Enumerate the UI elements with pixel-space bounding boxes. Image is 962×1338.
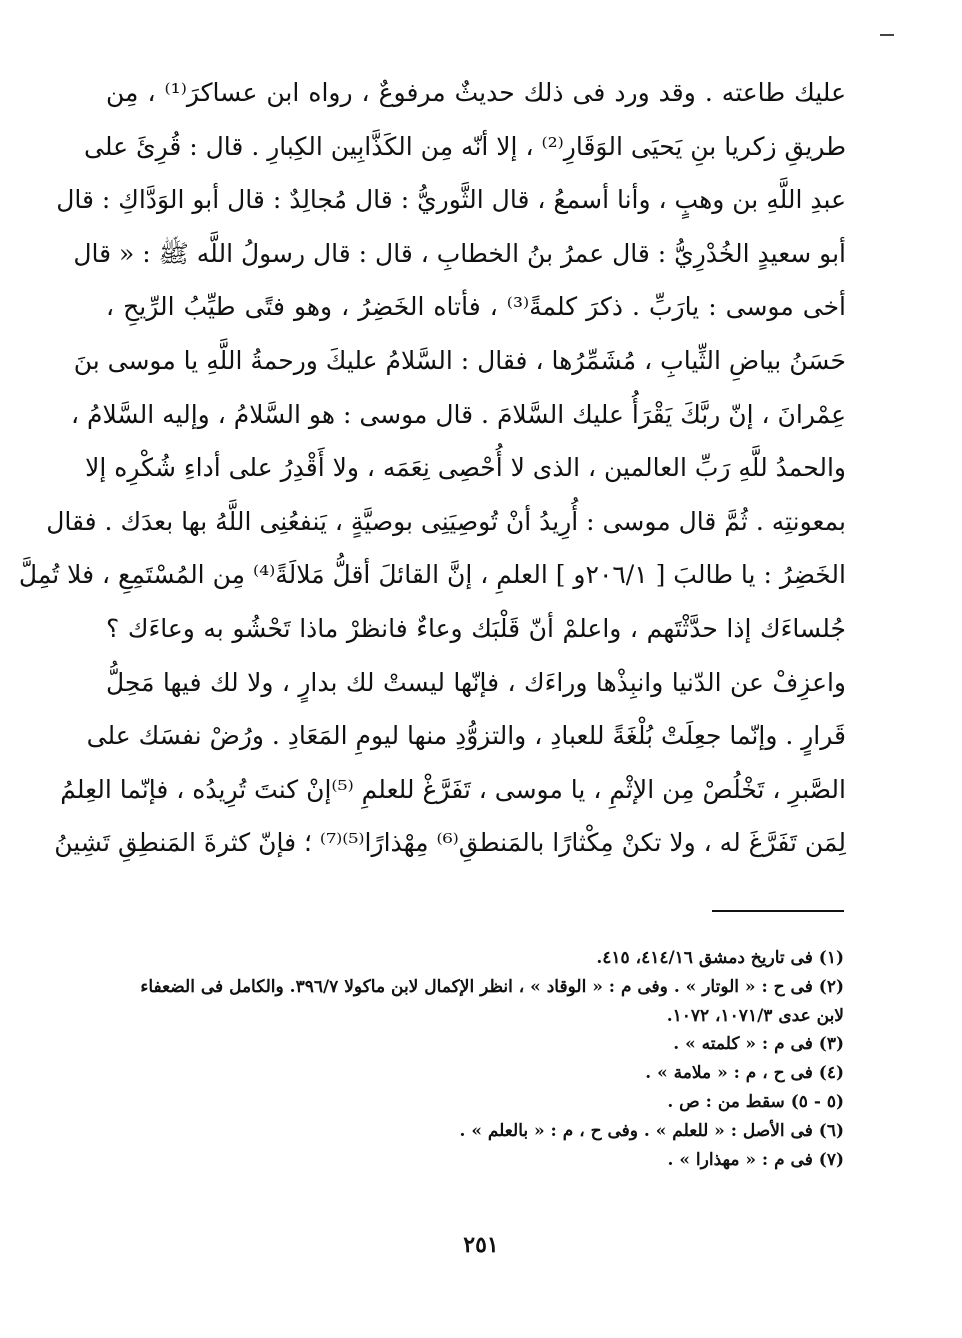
footnote: (٤) فى ح ، م : « ملامة » . [645, 1063, 844, 1084]
footnote: (٦) فى الأصل : « للعلم » . وفى ح ، م : « بالعلم » . [459, 1120, 844, 1141]
text-line: الصَّبرِ ، تَخْلُصْ مِن الإثْمِ ، يا موسى ، تَفَرَّغْ للعلمِ ⁽⁵⁾إنْ كنتَ تُرِيدُه ، فإنّما العِلمُ [60, 774, 846, 804]
main-text [18, 66, 846, 870]
footnote: (٥ - ٥) سقط من : ص . [667, 1091, 844, 1112]
text-line: والحمدُ للَّهِ رَبِّ العالمين ، الذى لا أُحْصِى نِعَمَه ، ولا أَقْدِرُ على أداءِ شُكْرِه إلا [85, 453, 846, 483]
footnote: (١) فى تاريخ دمشق ٤١٤/١٦، ٤١٥. [596, 948, 844, 968]
footnote: (٢) فى ح : « الوتار » . وفى م : « الوقاد » ، انظر الإكمال لابن ماكولا ٣٩٦/٧. والكامل فى الضعفاء [140, 976, 844, 997]
text-line: عليك طاعته . وقد ورد فى ذلك حديثٌ مرفوعٌ ، رواه ابن عساكرَ⁽¹⁾ ، مِن [106, 78, 846, 107]
text-line: أخى موسى : يارَبِّ . ذكرَ كلمةً⁽³⁾ ، فأتاه الخَضِرُ ، وهو فتًى طيِّبُ الرِّيحِ ، [106, 292, 846, 322]
text-line: جُلساءَك إذا حدَّثْتَهم ، واعلمْ أنّ قَلْبَك وعاءٌ فانظرْ ماذا تَحْشُو به وعاءَك ؟ [106, 613, 846, 643]
text-line: لِمَن تَفَرَّغَ له ، ولا تكنْ مِكْثارًا بالمَنطقِ⁽⁶⁾ مِهْذارًا⁽⁵⁾⁽⁷⁾ ؛ فإنّ كثرةَ المَنطِقِ تَشِينُ [54, 828, 846, 858]
text-line: بمعونتِه . ثُمَّ قال موسى : أُرِيدُ أنْ تُوصِيَنِى بوصيَّةٍ ، يَنفعُنِى اللَّهُ بها بعدَك . فقال [46, 506, 846, 536]
footnote: (٧) فى م : « مهذارا » . [667, 1149, 844, 1170]
text-line: أبو سعيدٍ الخُدْرِيُّ : قال عمرُ بنُ الخطابِ ، قال : قال رسولُ اللَّه ﷺ : « قال [73, 238, 846, 268]
scan-mark [880, 34, 894, 36]
text-line: واعزِفْ عن الدّنيا وانبِذْها وراءَك ، فإنّها ليستْ لك بدارٍ ، ولا لك فيها مَحِلُّ [106, 667, 846, 697]
text-line: قَرارٍ . وإنّما جعِلَتْ بُلْغَةً للعبادِ ، والتزوُّدِ منها ليومِ المَعَادِ . ورُضْ نفسَك على [86, 721, 846, 751]
text-line: الخَضِرُ : يا طالبَ [ ٢٠٦/١و ] العلمِ ، إنَّ القائلَ أقلُّ مَلالَةً⁽⁴⁾ مِن المُسْتَمِعِ ، فلا تُمِلَّ [18, 560, 846, 590]
text-line: طريقِ زكريا بنِ يَحيَى الوَقَارِ⁽²⁾ ، إلا أنّه مِن الكَذَّابِين الكِبارِ . قال : قُرِئَ على [84, 131, 846, 161]
footnote: (٣) فى م : « كلمته » . [673, 1034, 844, 1055]
footnotes [130, 944, 844, 1174]
footnote-divider [712, 910, 844, 912]
page-number: ٢٥١ [463, 1232, 499, 1258]
text-line: حَسَنُ بياضِ الثِّيابِ ، مُشَمِّرُها ، فقال : السَّلامُ عليكَ ورحمةُ اللَّهِ يا موسى بنَ [73, 345, 846, 375]
text-line: عبدِ اللَّهِ بن وهبٍ ، وأنا أسمعُ ، قال الثَّوريُّ : قال مُجالِدٌ : قال أبو الوَدَّاكِ : قال [56, 185, 846, 215]
text-line: عِمْرانَ ، إنّ ربَّكَ يَقْرَأُ عليك السَّلامَ . قال موسى : هو السَّلامُ ، وإليه السَّلامُ ، [70, 399, 846, 429]
footnote: لابن عدى ١٠٧١/٣، ١٠٧٢. [666, 1005, 844, 1026]
